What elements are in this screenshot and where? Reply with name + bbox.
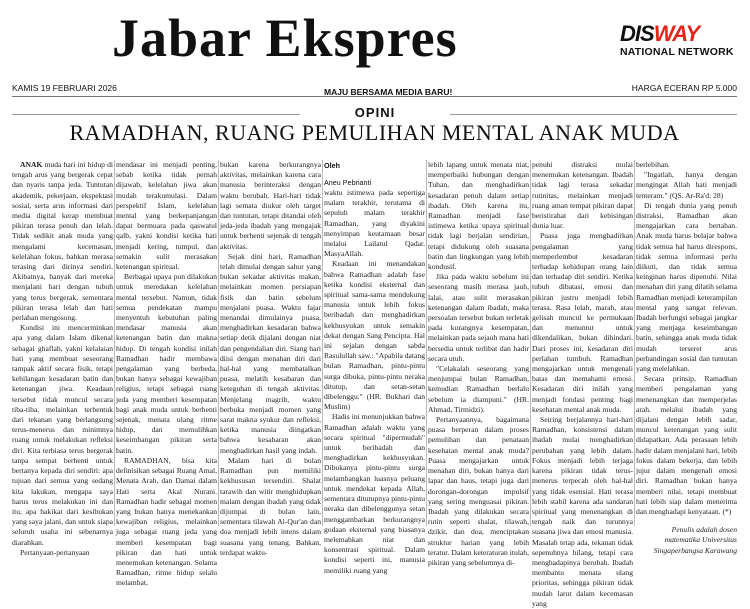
byline-label: Oleh [324,161,340,170]
article-paragraph [324,412,425,575]
article-paragraph [324,259,425,412]
drop-lead-word: ANAK [20,160,43,169]
byline [324,160,425,188]
article-column-5 [428,160,529,567]
logo-dis: DIS [620,21,654,46]
article-column-2 [116,160,217,588]
paragraph-text: mendasar ini menjadi penting, sebab ketika tidak pernah dijawab, kelelahan jiwa akan mudah terakumulasi. Dalam perspektif Islam, kelelahan mental yang berkepanjangan dapat bermuara pada qaswatul qalb, yakni kondisi ketika hati menjadi kering, tumpul, dan semakin sulit merasakan ketenangan spiritual. [116,160,217,272]
paragraph-text: Pertanyaan-pertanyaan [20,547,90,557]
paragraph-text: Puasa juga menghadirkan pengalaman yang memperlembut kesadaran terhadap kehidupan orang lain dan terhadap diri sendiri. Ketika tubuh dibatasi, emosi dan pikiran justru menjadi lebih terasa. Rasa lelah, marah, atau gelisah muncul ke permukaan dan menuntut untuk dikendalikan, bukan dihindari. Dari proses ini, kesadaran diri perlahan tumbuh. Ramadhan mengajarkan untuk mengenali batas dan memahami emosi. Kesadaran diri inilah yang menjadi fondasi penting bagi kesehatan mental anak muda. [532,231,633,414]
article-paragraph [116,456,217,589]
newspaper-title: Jabar Ekspres [112,8,458,68]
article-paragraph [428,160,529,272]
article-paragraph [636,374,737,517]
article-column-1 [12,160,113,557]
paragraph-text: lebih lapang untuk menata niat, memperbaiki hubungan dengan Tuhan, dan menghadirkan kesadaran penuh dalam setiap ibadah. Oleh karena itu, Ramadhan menjadi fase istimewa ketika upaya spiritual tidak lagi berjalan sendirian, tetapi didukung oleh suasana batin dan lingkungan yang lebih kondusif. [428,160,529,272]
column-divider [218,160,219,526]
paragraph-text: Di tengah dunia yang penuh distraksi, Ramadhan akan mengajarkan cara bertahan. Anak muda harus belajar bahwa tidak semua hal harus direspons, tidak semua informasi perlu diikuti, dan tidak semua keinginan harus dipenuhi. Nilai menahan diri yang dilatih selama Ramadhan menjadi keterampilan mental yang sangat relevan. Ibadah berfungsi sebagai jangkar yang menjaga keseimbangan batin, sehingga anak muda tidak mudah terseret arus perbandingan sosial dan tuntutan yang melelahkan. [636,200,737,374]
article-paragraph [12,323,113,547]
logo-network: NATIONAL NETWORK [620,46,734,58]
dateline-strip [12,82,737,96]
article-paragraph [220,252,321,456]
article-column-3 [220,160,321,557]
article-paragraph [532,415,633,609]
article-paragraph [428,415,529,568]
paragraph-text: muda hari ini hidup di tengah arus yang bergerak cepat dan nyaris tanpa jeda. Tuntutan akademik, pekerjaan, ekspektasi sosial, serta arus informasi dari media digital kerap membuat pikiran terasa penuh dan lelah. Tidak sedikit anak muda yang mengalami kecemasan, kelelahan fokus, bahkan merasa terasing dari dirinya sendiri. Akibatnya, banyak dari mereka menjalani hari dengan tubuh yang terus bergerak, sementara pikiran terasa lelah dan hati perlahan mengosong. [12,160,113,323]
paragraph-text: RAMADHAN, bisa kita definisikan sebagai Ruang Amal, Menata Arah, dan Damai dalam Hati serta Akal Nurani. Ramadhan hadir sebagai momen yang bukan hanya menekankan kewajiban religius, melainkan juga sebagai ruang jeda yang memberi kesempatan bagi pikiran dan hati untuk menemukan ketenangan. Selama Ramadhan, ritme hidup selalu melambat, [116,455,217,588]
paragraph-text: "Ingatlah, hanya dengan mengingat Allah hati menjadi tenteram." (QS. Ar-Ra'd: 28) [636,170,737,200]
article-paragraph [220,456,321,558]
masthead [0,0,750,80]
article-paragraph [324,188,425,259]
paragraph-text: bukan karena berkurangnya aktivitas, melainkan karena cara manusia berinteraksi dengan waktu berubah. Hari-hari tidak lagi semata diukur oleh target dan tuntutan, tetapi ditandai oleh jeda-jeda ibadah yang mengajak untuk berhenti sejenak di tengah aktivitas. [220,160,321,251]
logo-way: WAY [653,21,700,46]
column-divider [634,160,635,526]
price: HARGA ECERAN RP 5.000 [631,83,737,93]
paragraph-text: waktu istimewa pada sepertiga malam terakhir, terutama di sepuluh malam terakhir Ramadhan, yang diyakini menyimpan keutamaan besar melalui Lailatul Qadar. MasyaAllah. [324,188,425,259]
paragraph-text: Pertanyaannya, bagaimana puasa berperan dalam proses pemulihan dan penataan kesehatan mental anak muda? Puasa mengajarkan untuk menahan diri, bukan hanya dari lapar dan haus, tetapi juga dari dorongan-dorongan impulsif yang sering menguasai pikiran. Ibadah yang dilakukan secara rutin seperti shalat, tilawah, dzikir, dan doa, menciptakan struktur harian yang lebih teratur. Dalam keteraturan itulah, pikiran yang sebelumnya di- [428,415,529,567]
article-headline: RAMADHAN, RUANG PEMULIHAN MENTAL ANAK MUDA [69,120,680,145]
section-label: OPINI [300,105,450,120]
paragraph-text: Kondisi ini mencerminkan apa yang dalam Islam dikenal sebagai ghaflah, yakni kelalaian hati yang membuat seseorang tampak aktif secara fisik, tetapi kehilangan kesadaran batin dan ketenangan jiwa. Keadaan tersebut tidak muncul secara tiba-tiba, melainkan terbentuk dari tekanan yang berlangsung terus-menerus dan minimnya ruang untuk melakukan refleksi diri. Kita terbiasa terus bergerak tanpa sempat berhenti untuk bertanya kepada diri sendiri: apa tujuan dari semua yang sedang kita lakukan, mengapa saya harus terus melakukan ini dan itu, apa hakikat dari kesibukan yang saya jalani, dan untuk siapa seluruh usaha ini sebenarnya diarahkan. [12,323,113,547]
paragraph-text: penuhi distraksi mulai menemukan ketenangan. Ibadah tidak lagi terasa sekadar rutinitas, melainkan menjadi ruang aman tempat pikiran dapat beristirahat dari kebisingan dunia luar. [532,160,633,231]
article-paragraph [116,160,217,272]
author-note: Penulis adalah dosen matematika Universitas Singaperbangsa Karawang [653,525,737,555]
article-paragraph [12,548,113,558]
article-column-7 [636,160,737,555]
article-column-6 [532,160,633,608]
byline-author: Aneu Pebrianti [324,178,372,187]
column-divider [114,160,115,526]
column-divider [530,160,531,526]
masthead-rule [12,96,737,97]
article-paragraph [636,201,737,374]
column-divider [426,160,427,526]
article-paragraph [428,364,529,415]
column-divider [322,160,323,526]
paragraph-text: Keadaan ini menandakan bahwa Ramadhan adalah fase ketika kondisi eksternal dan spiritual sama-sama mendukung manusia untuk lebih fokus beribadah dan menghadirkan kekhusyukan untuk semakin dekat dengan Sang Pencipta. Hal ini sejalan dengan sabda Rasulullah saw.: "Apabila datang bulan Ramadhan, pintu-pintu surga dibuka, pintu-pintu neraka ditutup, dan setan-setan dibelenggu." (HR. Bukhari dan Muslim) [324,259,425,412]
paragraph-text: Jika pada waktu sebelum ini seseorang masih merasa jauh, lalai, atau sulit merasakan ketenangan dalam ibadah, maka persoalan tersebut bukan terletak pada kurangnya kesempatan, melainkan pada sejauh mana hati bersedia untuk terlibat dan hadir secara utuh. [428,272,529,363]
paragraph-text: Secara prinsip, Ramadhan memberi pengalaman yang menenangkan dan memperjelas arah. melalui ibadah yang dijalani dengan lebih sadar, muncul ketenangan yang sulit didapatkan. Ada perasaan lebih hadir dalam menjalani hari, lebih fokus dalam bekerja, dan lebih jujur dalam mengenali emosi diri. Ramadhan bukan hanya memberi nilai, tetapi membuat hati lebih siap dalam menerima dan menghadapi kenyataan. (*) [636,374,737,516]
tagline: MAJU BERSAMA MEDIA BARU! [324,87,453,97]
article-paragraph [532,160,633,231]
article-paragraph [116,272,217,456]
article-paragraph [220,160,321,252]
paragraph-text: "Celakalah seseorang yang menjumpai bulan Ramadhan, kemudian Ramadhan berlalu sebelum ia diampuni." (HR. Ahmad, Tirmidzi). [428,364,529,414]
paragraph-text: Hadis ini menunjukkan bahwa Ramadhan adalah waktu yang secara spiritual "dipermudah" untuk beribadah dan menghadirkan kekhusyukan. Dibukanya pintu-pintu surga melambangkan luasnya peluang untuk mendekat kepada Allah, sementara ditutupnya pintu-pintu neraka dan dibelenggunya setan menggambarkan berkurangnya godaan eksternal yang biasanya melemahkan niat dan konsentrasi spiritual. Dalam kondisi seperti ini, manusia memiliki ruang yang [324,412,425,575]
paragraph-text: Malam hari di bulan Ramadhan pun memiliki kekhususan tersendiri. Shalat tarawih dan witir menghidupkan malam dengan ibadah yang tidak dijumpai di bulan lain, sementara tilawah Al-Qur'an dan doa menjadi lebih intens dalam suasana yang tenang. Bahkan, terdapat waktu- [220,455,321,557]
article-paragraph [636,160,737,170]
article-paragraph [636,170,737,201]
paragraph-text: Sejak dini hari, Ramadhan telah dimulai dengan sahur yang bukan sekadar aktivitas makan, melainkan momen persiapan fisik dan batin sebelum menjalani puasa. Waktu fajar menandai dimulainya puasa, menghadirkan kesadaran bahwa setiap detik dijalani dengan niat dan pengendalian diri. Siang hari diisi dengan menahan diri dari hal-hal yang membatalkan puasa, melatih kesabaran dan keteguhan di tengah aktivitas. Menjelang magrib, waktu berbuka menjadi momen yang sarat makna syukur dan refleksi, ketika manusia diingatkan bahwa kesabaran akan menghadirkan hasil yang indah. [220,251,321,455]
paragraph-text: Berbagai upaya pun dilakukan untuk meredakan kelelahan mental tersebut. Namun, tidak semua pendekatan mampu menyentuh kebutuhan paling mendasar manusia akan ketenangan batin dan makna hidup. Di tengah kondisi inilah Ramadhan hadir membawa pengalaman yang berbeda, bukan hanya sebagai kewajiban religius, tetapi sebagai ruang jeda yang memberi kesempatan bagi anak muda untuk berhenti sejenak, menata ulang ritme hidup, dan memulihkan keseimbangan pikiran serta batin. [116,272,217,455]
article-paragraph [12,160,113,323]
article-paragraph [532,231,633,415]
issue-date: KAMIS 19 FEBRUARI 2026 [12,83,117,93]
article-paragraph [428,272,529,364]
article-column-4 [324,160,425,575]
paragraph-text: Seiring berjalannya hari-hari Ramadhan, konsistensi dalam ibadah mulai menghadirkan perubahan yang lebih dalam. Fokus menjadi lebih terjaga karena pikiran tidak terus-menerus terpecah oleh hal-hal yang tidak esensial. Hati terasa lebih stabil karena ada sandaran spiritual yang menenangkan di tengah naik dan turunnya suasana jiwa dan emosi manusia. Masalah tetap ada, tekanan tidak sepenuhnya hilang, tetapi cara menghadapinya berubah. Ibadah membantu menata ulang prioritas, sehingga pikiran tidak mudah larut dalam kecemasan yang [532,415,633,608]
disway-logo [620,21,734,58]
paragraph-text: berlebihan. [636,160,670,169]
